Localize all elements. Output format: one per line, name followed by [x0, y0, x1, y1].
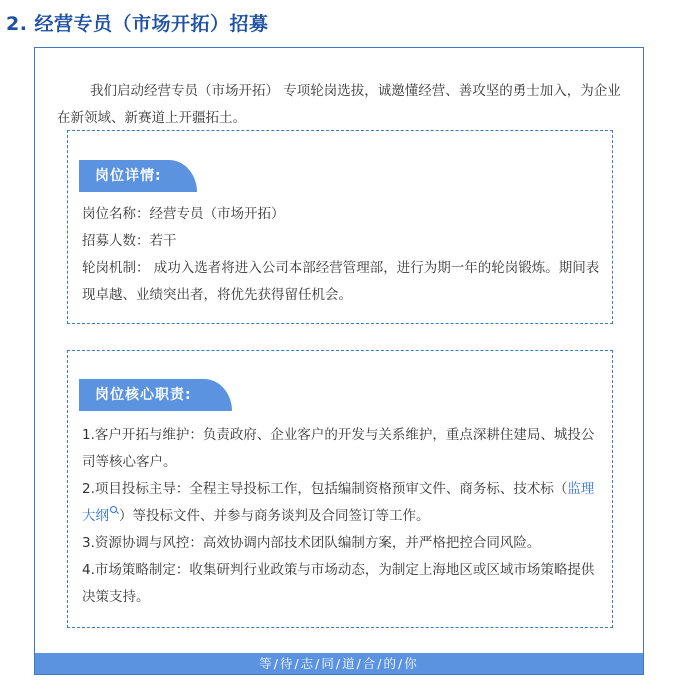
duty-item-text: ）等投标文件、并参与商务谈判及合同签订等工作。	[119, 508, 430, 524]
duty-item	[82, 476, 604, 530]
core-duties-tab: 岗位核心职责:	[79, 379, 232, 411]
search-icon[interactable]	[110, 506, 119, 515]
recruitment-panel	[34, 47, 644, 675]
core-duties-list	[82, 422, 604, 611]
intro-paragraph: 我们启动经营专员（市场开拓） 专项轮岗选拔，诚邀懂经营、善攻坚的勇士加入，为企业在新领域、新赛道上开疆拓土。	[57, 83, 621, 126]
job-details-tab: 岗位详情:	[79, 160, 197, 192]
duty-item: 3.资源协调与风控：高效协调内部技术团队编制方案，并严格把控合同风险。	[82, 535, 541, 551]
job-details-card	[67, 130, 613, 324]
duty-item-text: 2.项目投标主导：全程主导投标工作，包括编制资格预审文件、商务标、技术标（	[82, 481, 568, 497]
supervision-outline-link[interactable]: 监理大纲	[82, 481, 595, 524]
rotation-line: 轮岗机制： 成功入选者将进入公司本部经营管理部，进行为期一年的轮岗锻炼。期间表现卓越、业绩突出者，将优先获得留任机会。	[82, 260, 600, 303]
job-title-line: 岗位名称：经营专员（市场开拓）	[82, 206, 285, 222]
job-details-list	[82, 201, 604, 309]
core-duties-card	[67, 350, 613, 628]
duty-item: 4.市场策略制定：收集研判行业政策与市场动态，为制定上海地区或区域市场策略提供决策支持。	[82, 562, 595, 605]
duty-item: 1.客户开拓与维护：负责政府、企业客户的开发与关系维护，重点深耕住建局、城投公司等核心客户。	[82, 427, 595, 470]
headcount-line: 招募人数：若干	[82, 233, 177, 249]
section-heading: 2. 经营专员（市场开拓）招募	[6, 13, 269, 35]
footer-banner: 等/待/志/同/道/合/的/你	[35, 653, 643, 674]
